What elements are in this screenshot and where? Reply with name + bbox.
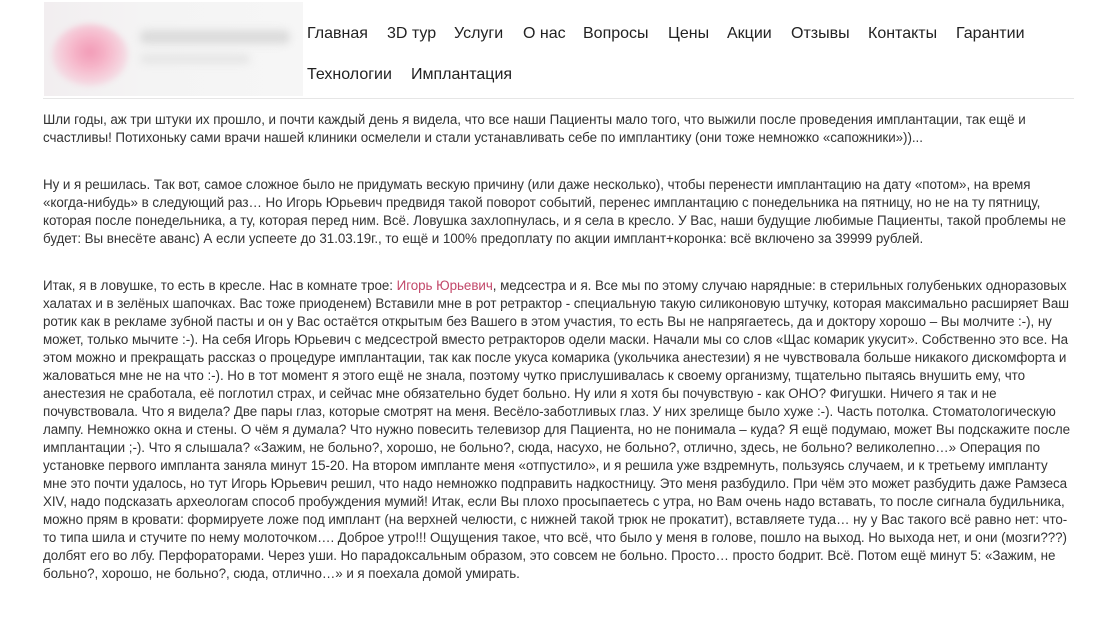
nav-item-implantation[interactable]: Имплантация <box>411 66 513 83</box>
logo-subtext-blurred <box>140 54 250 64</box>
article-paragraph-1: Шли годы, аж три штуки их прошло, и почти каждый день я видела, что все наши Пациенты мало того, что выжили после проведения имплантации, так ещё и счастливы! Потихоньку сами врачи нашей клиники осмелели и стали устанавливать себе по имплантику (они тоже немножко «сапожники»))... <box>43 112 1026 145</box>
logo-text-blurred <box>140 30 290 44</box>
nav-item-services[interactable]: Услуги <box>454 25 504 42</box>
nav-item-guarantees[interactable]: Гарантии <box>956 25 1025 42</box>
site-logo[interactable] <box>44 2 303 96</box>
nav-item-reviews[interactable]: Отзывы <box>791 25 850 42</box>
nav-item-3d-tour[interactable]: 3D тур <box>387 25 437 42</box>
logo-heart-icon <box>52 24 128 86</box>
nav-item-questions[interactable]: Вопросы <box>583 25 649 42</box>
site-header <box>43 0 1074 99</box>
nav-item-contacts[interactable]: Контакты <box>868 25 938 42</box>
nav-item-about[interactable]: О нас <box>523 25 566 42</box>
article-paragraph-3 <box>43 277 1074 583</box>
article-paragraph-2: Ну и я решилась. Так вот, самое сложное было не придумать вескую причину (или даже несколько), чтобы перенести имплантацию на дату «потом», на время «когда-нибудь» в следующий раз… Но Игорь Юрьевич предвидя такой поворот событий, перенес имплантацию с понедельника на пятницу, но не на ту пятницу, которая после понедельника, а ту, которая перед ним. Всё. Ловушка захлопнулась, и я села в кресло. У Вас, наши будущие любимые Пациенты, такой проблемы не будет: Вы внесёте аванс) А если успеете до 31.03.19г., то ещё и 100% предоплату по акции имплант+коронка: всё включено за 39999 рублей. <box>43 177 1066 246</box>
nav-item-technologies[interactable]: Технологии <box>307 66 392 83</box>
doctor-name-link[interactable]: Игорь Юрьевич <box>396 278 493 293</box>
nav-item-home[interactable]: Главная <box>307 25 368 42</box>
nav-item-promotions[interactable]: Акции <box>727 25 772 42</box>
nav-item-prices[interactable]: Цены <box>668 25 710 42</box>
paragraph-3-text-rest: , медсестра и я. Все мы по этому случаю нарядные: в стерильных голубеньких одноразовых халатах и в зелёных шапочках. Вас тоже приоденем) Вставили мне в рот ретрактор - специальную такую силиконовую штучку, которая максимально расширяет Ваш ротик как в рекламе зубной пасты и он у Вас остаётся открытым без Вашего в этом участия, то есть Вы не напрягаетесь, да и доктору хорошо – Вы молчите :-), ну может, только мычите :-). На себя Игорь Юрьевич с медсестрой вместо ретракторов одели маски. Начали мы со слов «Щас комарик укусит». Собственно это все. На этом можно и прекращать рассказ о процедуре имплантации, так как после укуса комарика (укольчика анестезии) я не чувствовала больше никакого дискомфорта и жаловаться мне не на что :-). Но в тот момент я этого ещё не знала, поэтому чутко прислушивалась к своему организму, тщательно пытаясь внушить ему, что анестезия не сработала, её поглотил страх, и сейчас мне обязательно будет больно. Ну или я хотя бы почувствую - как ОНО? Фигушки. Ничего я так и не почувствовала. Что я видела? Две пары глаз, которые смотрят на меня. Весёло-заботливых глаз. У них зрелище было хуже :-). Часть потолка. Стоматологическую лампу. Немножко окна и стены. О чём я думала? Что нужно повесить телевизор для Пациента, но не понимала – куда? Я ещё подумаю, может Вы подскажите после имплантации ;-). Что я слышала? «Зажим, не больно?, хорошо, не больно?, сюда, насухо, не больно?, отлично, здесь, не больно? великолепно…» Операция по установке первого импланта заняла минут 15-20. На втором импланте меня «отпустило», и я решила уже вздремнуть, пользуясь случаем, и к третьему импланту мне это почти удалось, но тут Игорь Юрьевич решил, что надо немножко подправить надкостницу. Это меня разбудило. При чём это может разбудить даже Рамзеса XIV, надо подсказать археологам способ пробуждения мумий! Итак, если Вы плохо просыпаетесь с утра, но Вам очень надо вставать, то после сигнала будильника, можно прям в кровати: формируете ложе под имплант (на верхней челюсти, с нижней такой трюк не прокатит), вставляете туда… ну у Вас такого всё равно нет: что-то типа шила и стучите по нему молоточком…. Доброе утро!!! Ощущения такое, что всё, что было у меня в голове, пошло на выход. Но выхода нет, и они (мозги???) долбят его во лбу. Перфораторами. Через уши. Но парадоксальным образом, это совсем не больно. Просто… просто бодрит. Всё. Потом ещё минут 5: «Зажим, не больно?, хорошо, не больно?, сюда, отлично…» и я поехала домой умирать. <box>43 278 1070 581</box>
paragraph-3-text-start: Итак, я в ловушке, то есть в кресле. Нас в комнате трое: <box>43 278 397 293</box>
